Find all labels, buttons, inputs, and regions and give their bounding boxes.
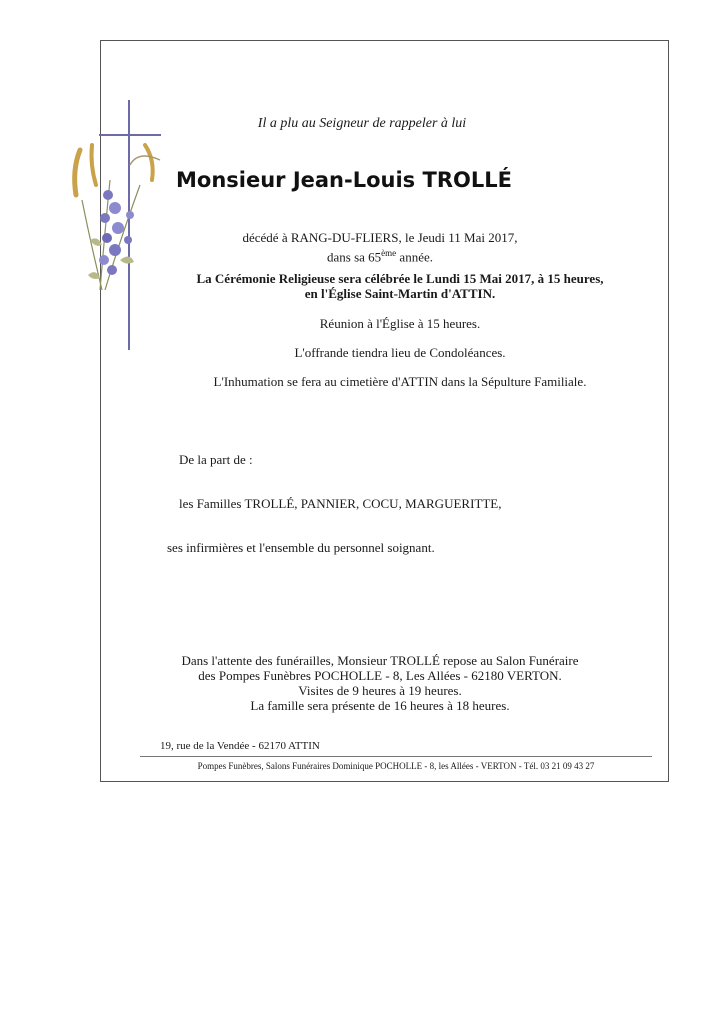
age-text-post: année. bbox=[396, 249, 433, 265]
cross-arm bbox=[99, 134, 161, 136]
ceremony-line-1: La Cérémonie Religieuse sera célébrée le Lundi 15 Mai 2017, à 15 heures, bbox=[196, 271, 604, 286]
reunion-text: Réunion à l'Église à 15 heures. bbox=[319, 316, 481, 331]
age-superscript: ème bbox=[381, 248, 397, 258]
funeral-home-footer: Pompes Funèbres, Salons Funéraires Dominique POCHOLLE - 8, les Allées - VERTON - Tél. 03 21 09 43 27 bbox=[197, 761, 595, 771]
deceased-name: Monsieur Jean-Louis TROLLÉ bbox=[176, 168, 512, 192]
families-line: les Familles TROLLÉ, PANNIER, COCU, MARGUERITTE, bbox=[179, 496, 502, 511]
ceremony-line-2: en l'Église Saint-Martin d'ATTIN. bbox=[304, 286, 496, 301]
viewing-line-3: Visites de 9 heures à 19 heures. bbox=[298, 683, 462, 698]
age-line bbox=[210, 245, 550, 265]
viewing-line-1: Dans l'attente des funérailles, Monsieur TROLLÉ repose au Salon Funéraire bbox=[181, 653, 579, 668]
death-details: décédé à RANG-DU-FLIERS, le Jeudi 11 Mai 2017, bbox=[242, 230, 518, 245]
age-text-pre: dans sa 65 bbox=[327, 249, 382, 265]
staff-line: ses infirmières et l'ensemble du personnel soignant. bbox=[167, 540, 435, 555]
inhumation-text: L'Inhumation se fera au cimetière d'ATTIN dans la Sépulture Familiale. bbox=[213, 374, 587, 389]
viewing-line-2: des Pompes Funèbres POCHOLLE - 8, Les Allées - 62180 VERTON. bbox=[198, 668, 562, 683]
offrande-text: L'offrande tiendra lieu de Condoléances. bbox=[294, 345, 506, 360]
family-address: 19, rue de la Vendée - 62170 ATTIN bbox=[160, 740, 320, 752]
footer-divider bbox=[140, 756, 652, 757]
from-label: De la part de : bbox=[179, 452, 253, 467]
viewing-line-4: La famille sera présente de 16 heures à 18 heures. bbox=[250, 698, 510, 713]
intro-text: Il a plu au Seigneur de rappeler à lui bbox=[257, 116, 467, 131]
